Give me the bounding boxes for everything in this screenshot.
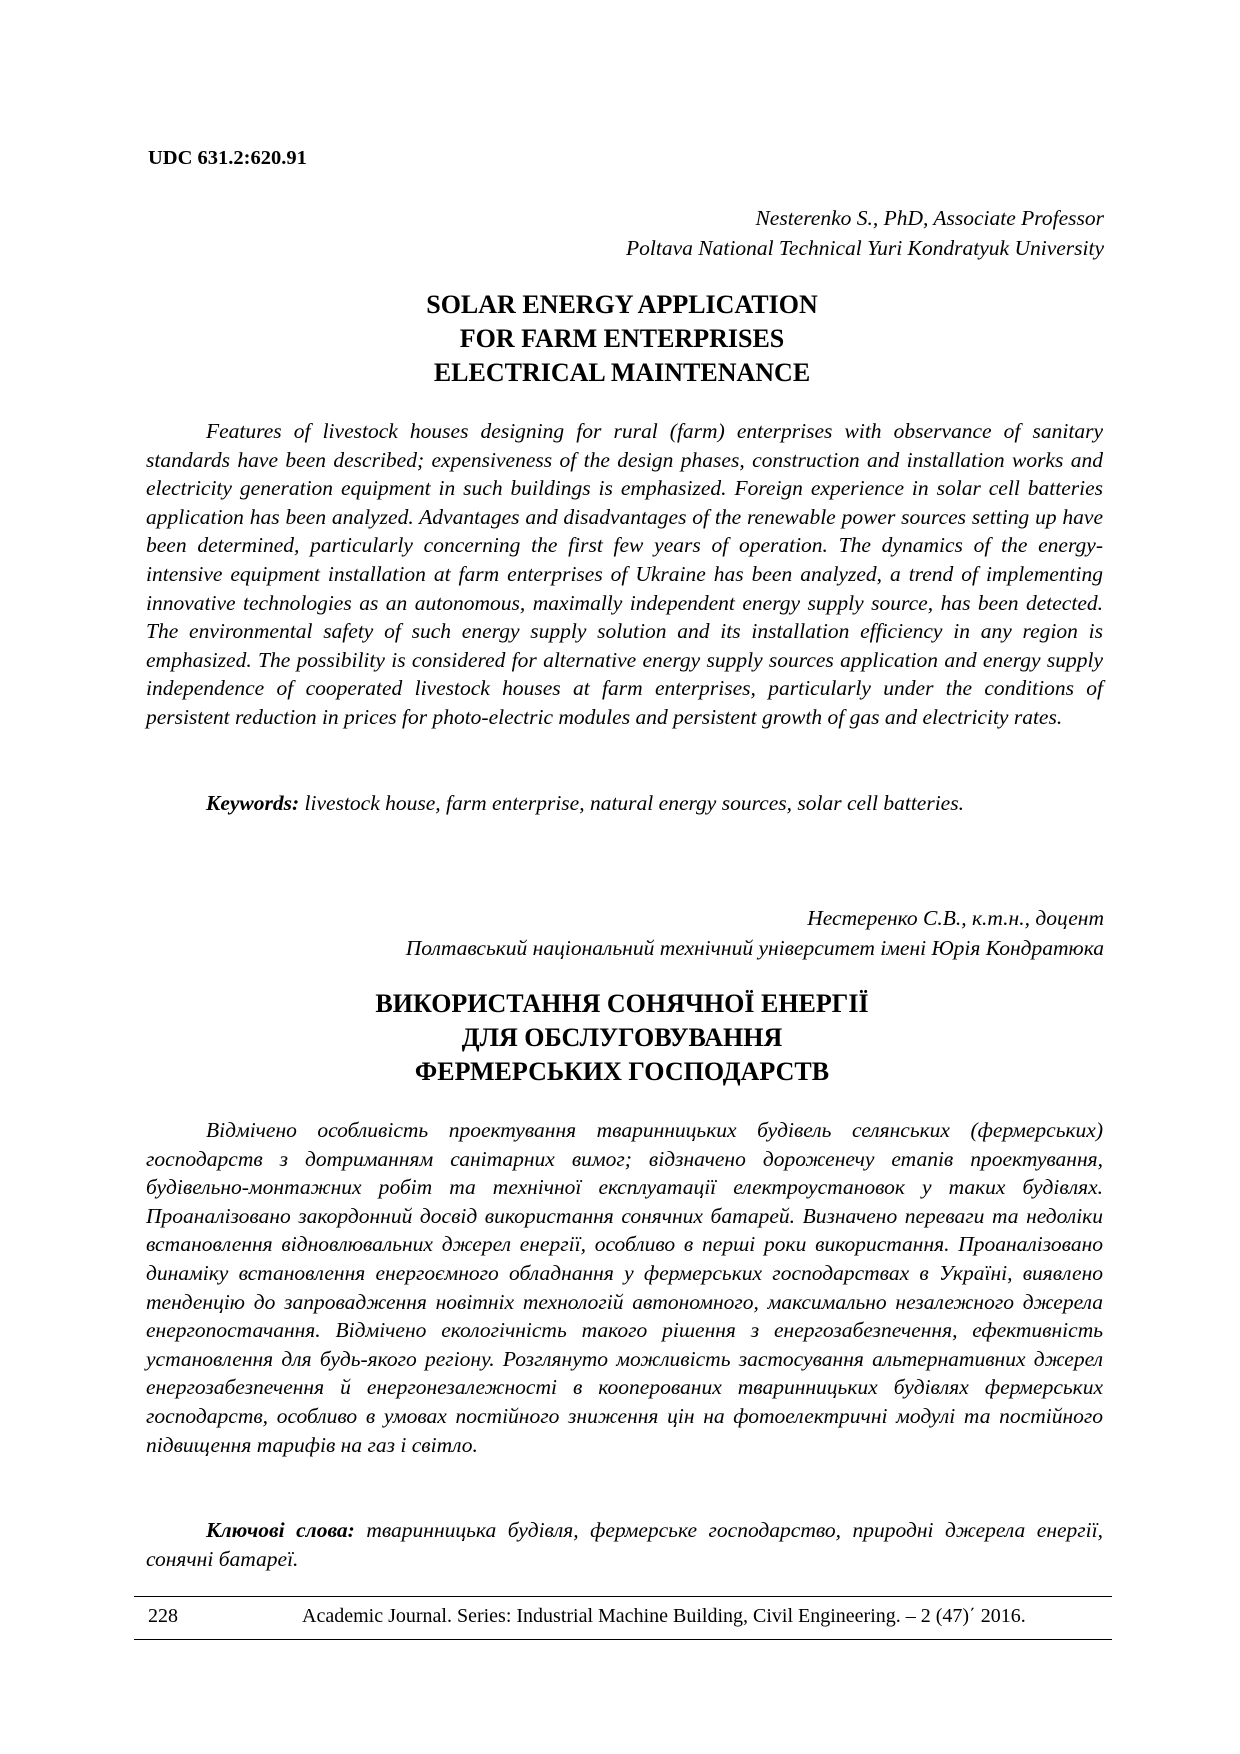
english-affiliation: Poltava National Technical Yuri Kondratyuk University xyxy=(626,236,1104,260)
english-title-line: ELECTRICAL MAINTENANCE xyxy=(433,358,811,387)
udc-code: UDC 631.2:620.91 xyxy=(148,147,307,169)
english-title-line: FOR FARM ENTERPRISES xyxy=(459,324,785,353)
ukrainian-keywords xyxy=(146,1516,1103,1573)
ukrainian-title-line: ФЕРМЕРСЬКИХ ГОСПОДАРСТВ xyxy=(414,1057,830,1086)
footer-top-rule xyxy=(134,1596,1112,1597)
english-author-block xyxy=(626,203,1104,263)
ukrainian-title-line: ДЛЯ ОБСЛУГОВУВАННЯ xyxy=(461,1023,783,1052)
english-keywords-label: Keywords: xyxy=(206,791,300,815)
page-number: 228 xyxy=(148,1605,178,1627)
ukrainian-abstract: Відмічено особливість проектування тваринницьких будівель селянських (фермерських) господарств з дотриманням санітарних вимог; відзначено дороженечу етапів проектування, будівельно-монтажних робіт та технічної експлуатації електроустановок у таких будівлях. Проаналізовано закордонний досвід використання сонячних батарей. Визначено переваги та недоліки встановлення відновлювальних джерел енергії, особливо в перші роки використання. Проаналізовано динаміку встановлення енергоємного обладнання у фермерських господарствах в Україні, виявлено тенденцію до запровадження новітніх технологій автономного, максимально незалежного джерела енергопостачання. Відмічено екологічність такого рішення з енергозабезпечення, ефективність установлення для будь-якого регіону. Розглянуто можливість застосування альтернативних джерел енергозабезпечення й енергонезалежності в кооперованих тваринницьких будівлях фермерських господарств, особливо в умовах постійного зниження цін на фотоелектричні модулі та постійного підвищення тарифів на газ і світло. xyxy=(146,1118,1103,1457)
english-title-line: SOLAR ENERGY APPLICATION xyxy=(426,290,818,319)
ukrainian-keywords-label: Ключові слова: xyxy=(206,1518,355,1542)
english-keywords-text: livestock house, farm enterprise, natural energy sources, solar cell batteries. xyxy=(299,791,964,815)
ukrainian-author-block xyxy=(406,903,1104,963)
english-title xyxy=(140,288,1104,390)
english-abstract: Features of livestock houses designing for rural (farm) enterprises with observance of sanitary standards have been described; expensiveness of the design phases, construction and installation works and electricity generation equipment in such buildings is emphasized. Foreign experience in solar cell batteries application has been analyzed. Advantages and disadvantages of the renewable power sources setting up have been determined, particularly concerning the first few years of operation. The dynamics of the energy-intensive equipment installation at farm enterprises of Ukraine has been analyzed, a trend of implementing innovative technologies as an autonomous, maximally independent energy supply source, has been detected. The environmental safety of such energy supply solution and its installation efficiency in any region is emphasized. The possibility is considered for alternative energy supply sources application and energy supply independence of cooperated livestock houses at farm enterprises, particularly under the conditions of persistent reduction in prices for photo-electric modules and persistent growth of gas and electricity rates. xyxy=(146,419,1103,729)
ukrainian-title-line: ВИКОРИСТАННЯ СОНЯЧНОЇ ЕНЕРГІЇ xyxy=(375,989,869,1018)
footer-bottom-rule xyxy=(134,1639,1112,1640)
ukrainian-author-line: Нестеренко С.В., к.т.н., доцент xyxy=(807,906,1104,930)
ukrainian-affiliation: Полтавський національний технічний університет імені Юрія Кондратюка xyxy=(405,936,1104,960)
journal-citation: Academic Journal. Series: Industrial Machine Building, Civil Engineering. – 2 (47)΄ 2016. xyxy=(302,1605,1026,1627)
ukrainian-keywords-text: тваринницька будівля, фермерське господарство, природні джерела енергії, сонячні батареї. xyxy=(146,1518,1103,1571)
english-author-line: Nesterenko S., PhD, Associate Professor xyxy=(755,206,1104,230)
english-keywords xyxy=(146,789,1103,818)
ukrainian-title xyxy=(140,987,1104,1089)
